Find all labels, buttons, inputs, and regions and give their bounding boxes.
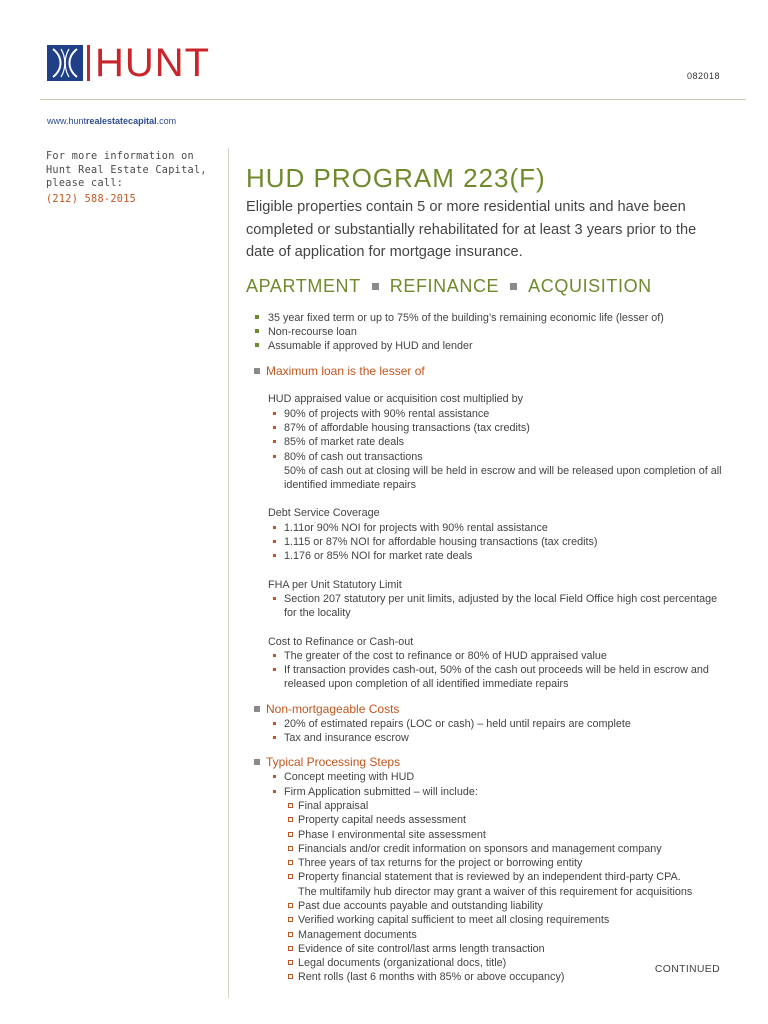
hunt-logo [47,41,211,85]
list-item: 80% of cash out transactions 50% of cash out at closing will be held in escrow and will be released upon completion of all identified immediate repairs [246,450,726,493]
square-bullet-icon [372,283,379,290]
list-item: Section 207 statutory per unit limits, adjusted by the local Field Office high cost percentage for the locality [246,592,726,621]
list-item: 87% of affordable housing transactions (tax credits) [246,421,726,435]
list-item: 1.115 or 87% NOI for affordable housing transactions (tax credits) [246,535,726,549]
type-refinance: REFINANCE [389,275,500,296]
list-item: Management documents [246,928,726,942]
type-acquisition: ACQUISITION [528,275,652,296]
contact-line: please call: [46,178,124,189]
square-bullet-icon [254,368,260,374]
website-link[interactable]: www.huntrealestatecapital.com [47,116,177,126]
application-items-list [246,799,726,985]
list-item: Evidence of site control/last arms length transaction [246,942,726,956]
fha-list [246,592,726,621]
square-bullet-icon [510,283,517,290]
list-item: Assumable if approved by HUD and lender [246,339,726,353]
program-types [246,276,726,297]
column-divider [228,148,229,998]
list-item: 35 year fixed term or up to 75% of the building’s remaining economic life (lesser of) [246,311,726,325]
type-apartment: APARTMENT [246,275,361,296]
dsc-list [246,521,726,564]
list-item: Non-recourse loan [246,325,726,339]
list-item: Tax and insurance escrow [246,731,726,745]
list-item: Phase I environmental site assessment [246,828,726,842]
list-item: Past due accounts payable and outstanding liability [246,899,726,913]
non-mortgageable-list [246,717,726,746]
page-title: HUD PROGRAM 223(F) [246,163,546,193]
list-item: 1.176 or 85% NOI for market rate deals [246,549,726,563]
continued-label: CONTINUED [654,963,720,975]
hunt-logo-mark-icon [47,45,83,81]
section-heading: Maximum loan is the lesser of [246,363,726,379]
contact-line: For more information on [46,151,194,162]
square-bullet-icon [254,706,260,712]
section-heading: Typical Processing Steps [246,754,726,770]
document-code: 082018 [686,71,720,81]
list-item: 1.11or 90% NOI for projects with 90% rental assistance [246,521,726,535]
sub-heading: Debt Service Coverage [268,507,380,520]
list-item: Financials and/or credit information on sponsors and management company [246,842,726,856]
sub-heading: Cost to Refinance or Cash-out [268,635,414,648]
processing-list [246,770,726,799]
list-item: The greater of the cost to refinance or 80% of HUD appraised value [246,649,726,663]
list-item: Verified working capital sufficient to meet all closing requirements [246,913,726,927]
list-item: Concept meeting with HUD [246,770,726,784]
refinance-list [246,649,726,692]
list-item: Three years of tax returns for the project or borrowing entity [246,856,726,870]
list-item: Legal documents (organizational docs, title) [246,956,726,970]
contact-block [46,150,226,206]
section-heading: Non-mortgageable Costs [246,701,726,717]
list-item: Property financial statement that is reviewed by an independent third-party CPA. The multifamily hub director may grant a waiver of this requirement for acquisitions [246,870,726,899]
header-divider [40,99,746,100]
list-item: If transaction provides cash-out, 50% of the cash out proceeds will be held in escrow and released upon completion of all identified immediate repairs [246,663,726,692]
contact-phone[interactable]: (212) 588-2015 [46,193,137,205]
sub-heading: FHA per Unit Statutory Limit [268,578,402,591]
intro-paragraph: Eligible properties contain 5 or more residential units and have been completed or substantially rehabilitated for at least 3 years prior to the date of application for mortgage insurance. [246,199,697,260]
logo-text: HUNT [95,41,211,85]
logo-divider [87,45,90,81]
list-item: Property capital needs assessment [246,813,726,827]
square-bullet-icon [254,759,260,765]
list-item: Firm Application submitted – will include: [246,785,726,799]
contact-line: Hunt Real Estate Capital, [46,164,207,176]
main-content [246,162,726,985]
sub-heading: HUD appraised value or acquisition cost multiplied by [268,393,524,406]
list-item: 90% of projects with 90% rental assistance [246,407,726,421]
list-item: Final appraisal [246,799,726,813]
list-item: 85% of market rate deals [246,435,726,449]
list-item: Rent rolls (last 6 months with 85% or above occupancy) [246,970,726,984]
highlights-list [246,311,726,354]
list-item: 20% of estimated repairs (LOC or cash) – held until repairs are complete [246,717,726,731]
appraised-list [246,407,726,493]
